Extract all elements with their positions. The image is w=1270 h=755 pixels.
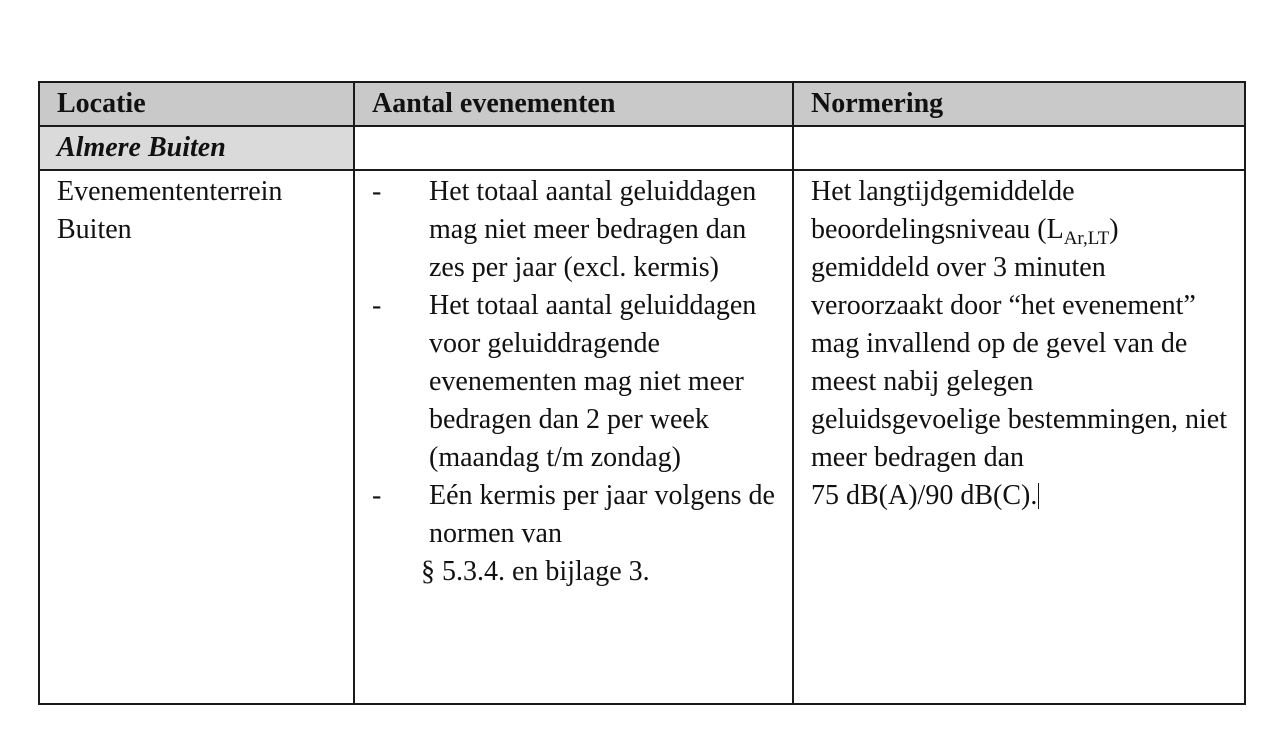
list-item <box>372 477 775 591</box>
norm-table <box>38 81 1246 705</box>
norm-text-body: gemiddeld over 3 minuten veroorzaakt door “het evenement” mag invallend op de gevel van de meest nabij gelegen geluidsgevoelige bestemmingen, niet meer bedragen dan <box>811 252 1228 473</box>
list-dash: - <box>372 480 382 511</box>
norm-cell <box>793 170 1245 704</box>
list-dash: - <box>372 176 382 207</box>
norm-symbol-close: ) <box>1109 214 1119 245</box>
section-row <box>39 126 1245 170</box>
location-line: Buiten <box>57 214 132 245</box>
header-aantal-evenementen: Aantal evenementen <box>354 82 793 126</box>
header-normering: Normering <box>793 82 1245 126</box>
list-item-text: Het totaal aantal geluiddagen mag niet meer bedragen dan zes per jaar (excl. kermis) <box>429 176 757 283</box>
location-line: Evenemententerrein <box>57 176 283 207</box>
list-item <box>372 173 775 287</box>
section-label: Almere Buiten <box>39 126 354 170</box>
text-cursor <box>1038 483 1039 509</box>
list-dash: - <box>372 290 382 321</box>
table-header-row <box>39 82 1245 126</box>
events-cell <box>354 170 793 704</box>
list-item-text: Het totaal aantal geluiddagen voor geluiddragende evenementen mag niet meer bedragen dan 2 per week (maandag t/m zondag) <box>429 290 757 473</box>
norm-symbol-subscript: Ar,LT <box>1063 228 1110 249</box>
table-row <box>39 170 1245 704</box>
list-item-text: Eén kermis per jaar volgens de normen van <box>429 480 775 549</box>
norm-limit: 75 dB(A)/90 dB(C). <box>811 480 1038 511</box>
norm-text-intro: Het langtijdgemiddelde beoordelingsniveau (L <box>811 176 1075 245</box>
location-cell <box>39 170 354 704</box>
section-empty-cell <box>354 126 793 170</box>
events-list <box>372 173 775 591</box>
list-item-reference: § 5.3.4. en bijlage 3. <box>421 556 650 587</box>
header-locatie: Locatie <box>39 82 354 126</box>
section-empty-cell <box>793 126 1245 170</box>
list-item <box>372 287 775 477</box>
